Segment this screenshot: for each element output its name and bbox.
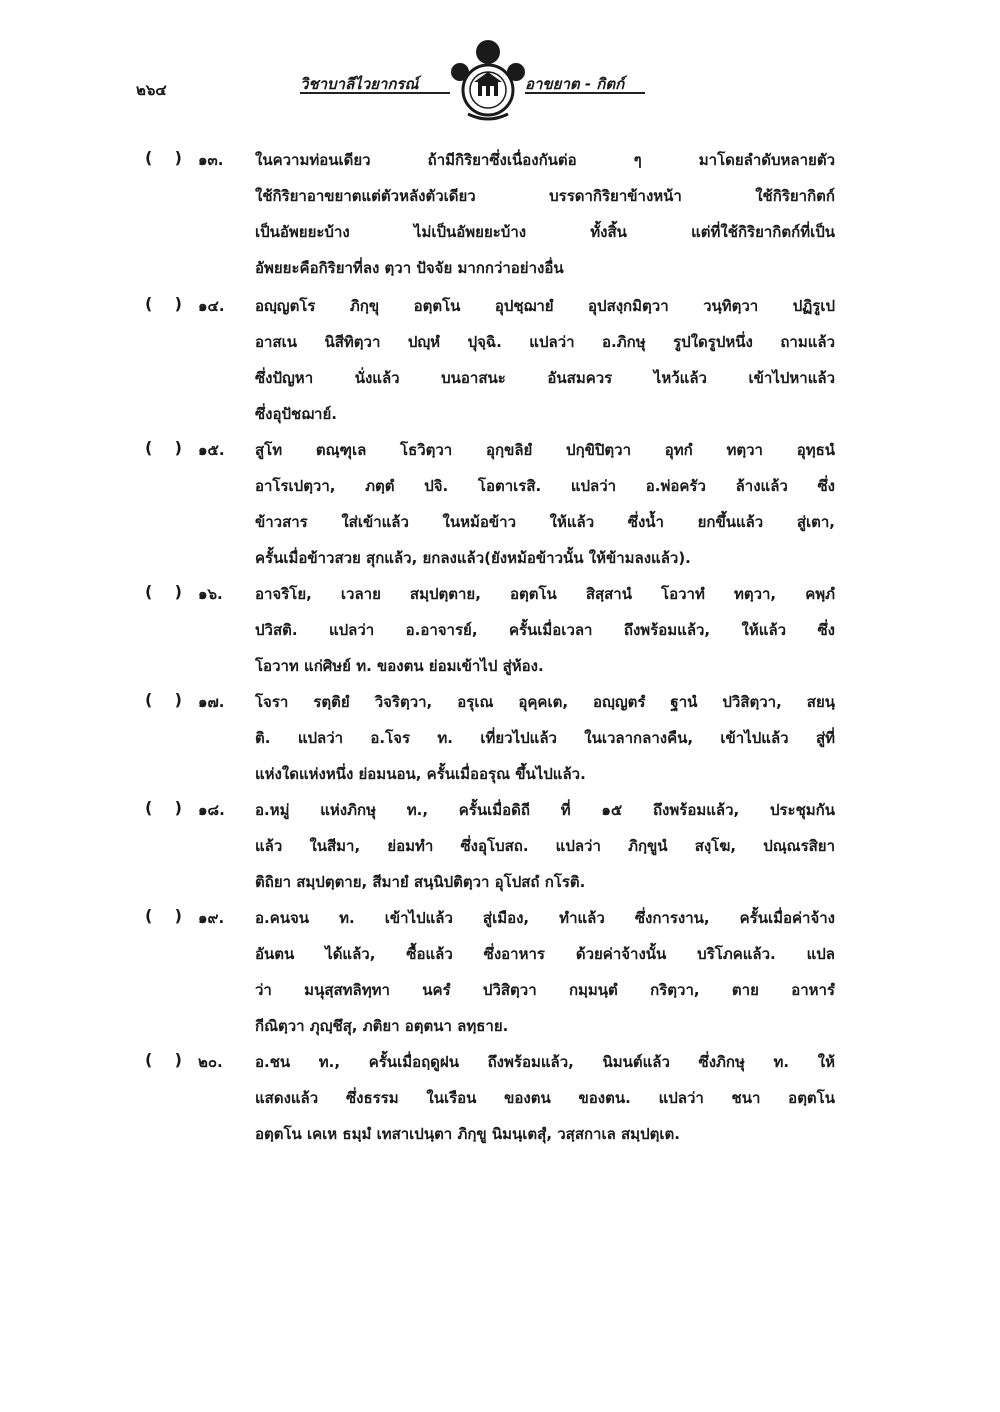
- item-line: กีณิตฺวา ภุญฺชึสุ, ภติยา อตฺตนา ลทฺธาย.: [255, 1017, 509, 1035]
- item-line: ติ. แปลว่า อ.โจร ท. เที่ยวไปแล้ว ในเวลากลางคืน, เข้าไปแล้ว สู่ที่: [255, 729, 835, 747]
- item-number: ๑๖.: [198, 585, 223, 603]
- item-line: อาจริโย, เวลาย สมฺปตฺตาย, อตฺตโน สิสฺสานํ โอวาทํ ทตฺวา, คพฺภํ: [255, 585, 835, 603]
- item-line: ติถิยา สมฺปตฺตาย, สีมายํ สนฺนิปติตฺวา อุโปสถํ กโรติ.: [255, 873, 586, 891]
- item-line: ปวิสติ. แปลว่า อ.อาจารย์, ครั้นเมื่อเวลา ถึงพร้อมแล้ว, ให้แล้ว ซึ่ง: [255, 621, 835, 639]
- answer-blank: ( ): [145, 690, 182, 709]
- item-line: ครั้นเมื่อข้าวสวย สุกแล้ว, ยกลงแล้ว(ยังหม้อข้าวนั้น ให้ข้ามลงแล้ว).: [255, 549, 691, 567]
- header-left-title: วิชาบาลีไวยากรณ์: [300, 75, 419, 93]
- header-right-title: อาขยาต - กิตก์: [525, 75, 625, 93]
- item-number: ๒๐.: [198, 1053, 223, 1071]
- item-line: แห่งใดแห่งหนึ่ง ย่อมนอน, ครั้นเมื่ออรุณ ขึ้นไปแล้ว.: [255, 765, 586, 783]
- item-line: โอวาท แก่ศิษย์ ท. ของตน ย่อมเข้าไป สู่ห้อง.: [255, 657, 544, 675]
- item-line: ในความท่อนเดียว ถ้ามีกิริยาซึ่งเนื่องกันต่อ ๆ มาโดยลำดับหลายตัว: [255, 151, 835, 169]
- item-line: สูโท ตณฺฑุเล โธวิตฺวา อุกฺขลิยํ ปกฺขิปิตฺวา อุทกํ ทตฺวา อุทฺธนํ: [255, 441, 835, 459]
- item-line: อาโรเปตฺวา, ภตฺตํ ปจิ. โอตาเรสิ. แปลว่า อ.พ่อครัว ล้างแล้ว ซึ่ง: [255, 477, 835, 495]
- header-right-underline: [525, 92, 645, 94]
- item-line: ใช้กิริยาอาขยาตแต่ตัวหลังตัวเดียว บรรดากิริยาข้างหน้า ใช้กิริยากิตก์: [255, 187, 835, 205]
- item-number: ๑๙.: [198, 909, 225, 927]
- page-number: ๒๖๔: [136, 81, 167, 99]
- item-number: ๑๔.: [198, 297, 225, 315]
- item-line: ข้าวสาร ใส่เข้าแล้ว ในหม้อข้าว ให้แล้ว ซึ่งน้ำ ยกขึ้นแล้ว สู่เตา,: [255, 513, 835, 531]
- item-number: ๑๘.: [198, 801, 225, 819]
- item-number: ๑๕.: [198, 441, 225, 459]
- answer-blank: ( ): [145, 1050, 182, 1069]
- item-line: อ.ชน ท., ครั้นเมื่อฤดูฝน ถึงพร้อมแล้ว, นิมนต์แล้ว ซึ่งภิกษุ ท. ให้: [255, 1053, 835, 1071]
- answer-blank: ( ): [145, 798, 182, 817]
- item-line: อ.หมู่ แห่งภิกษุ ท., ครั้นเมื่อดิถี ที่ ๑๕ ถึงพร้อมแล้ว, ประชุมกัน: [255, 801, 835, 819]
- item-line: โจรา รตฺติยํ วิจริตฺวา, อรุเณ อุคฺคเต, อญฺญตรํ ฐานํ ปวิสิตฺวา, สยนฺ: [255, 693, 835, 711]
- item-line: อาสเน นิสีทิตฺวา ปญฺหํ ปุจฺฉิ. แปลว่า อ.ภิกษุ รูปใดรูปหนึ่ง ถามแล้ว: [255, 333, 835, 351]
- item-line: อ.คนจน ท. เข้าไปแล้ว สู่เมือง, ทำแล้ว ซึ่งการงาน, ครั้นเมื่อค่าจ้าง: [255, 909, 835, 927]
- answer-blank: ( ): [145, 294, 182, 313]
- item-number: ๑๓.: [198, 151, 224, 169]
- answer-blank: ( ): [145, 906, 182, 925]
- answer-blank: ( ): [145, 148, 182, 167]
- answer-blank: ( ): [145, 582, 182, 601]
- answer-blank: ( ): [145, 438, 182, 457]
- item-line: แสดงแล้ว ซึ่งธรรม ในเรือน ของตน ของตน. แปลว่า ชนา อตฺตโน: [255, 1089, 835, 1107]
- item-number: ๑๗.: [198, 693, 225, 711]
- item-line: ว่า มนุสฺสทลิทฺทา นครํ ปวิสิตฺวา กมฺมนฺตํ กริตฺวา, ตาย อาหารํ: [255, 981, 835, 999]
- header-left-underline: [300, 92, 450, 94]
- item-line: เป็นอัพยยะบ้าง ไม่เป็นอัพยยะบ้าง ทั้งสิ้น แต่ที่ใช้กิริยากิตก์ที่เป็น: [255, 223, 835, 241]
- item-line: อญฺญตโร ภิกฺขุ อตฺตโน อุปชฺฌายํ อุปสงฺกมิตฺวา วนฺทิตฺวา ปฏิรูเป: [255, 297, 835, 315]
- item-line: ซึ่งปัญหา นั่งแล้ว บนอาสนะ อันสมควร ไหว้แล้ว เข้าไปหาแล้ว: [255, 369, 835, 387]
- seal-emblem-icon: [438, 38, 538, 128]
- item-line: ซึ่งอุปัชฌาย์.: [255, 405, 337, 423]
- item-line: อัพยยะคือกิริยาที่ลง ตฺวา ปัจจัย มากกว่าอย่างอื่น: [255, 259, 564, 277]
- item-line: อันตน ได้แล้ว, ซื้อแล้ว ซึ่งอาหาร ด้วยค่าจ้างนั้น บริโภคแล้ว. แปล: [255, 945, 835, 963]
- item-line: อตฺตโน เคเห ธมฺมํ เทสาเปนฺตา ภิกฺขู นิมนฺเตสุํ, วสฺสกาเล สมฺปตฺเต.: [255, 1125, 680, 1143]
- item-line: แล้ว ในสีมา, ย่อมทำ ซึ่งอุโบสถ. แปลว่า ภิกฺขูนํ สงฺโฆ, ปณฺณรสิยา: [255, 837, 835, 855]
